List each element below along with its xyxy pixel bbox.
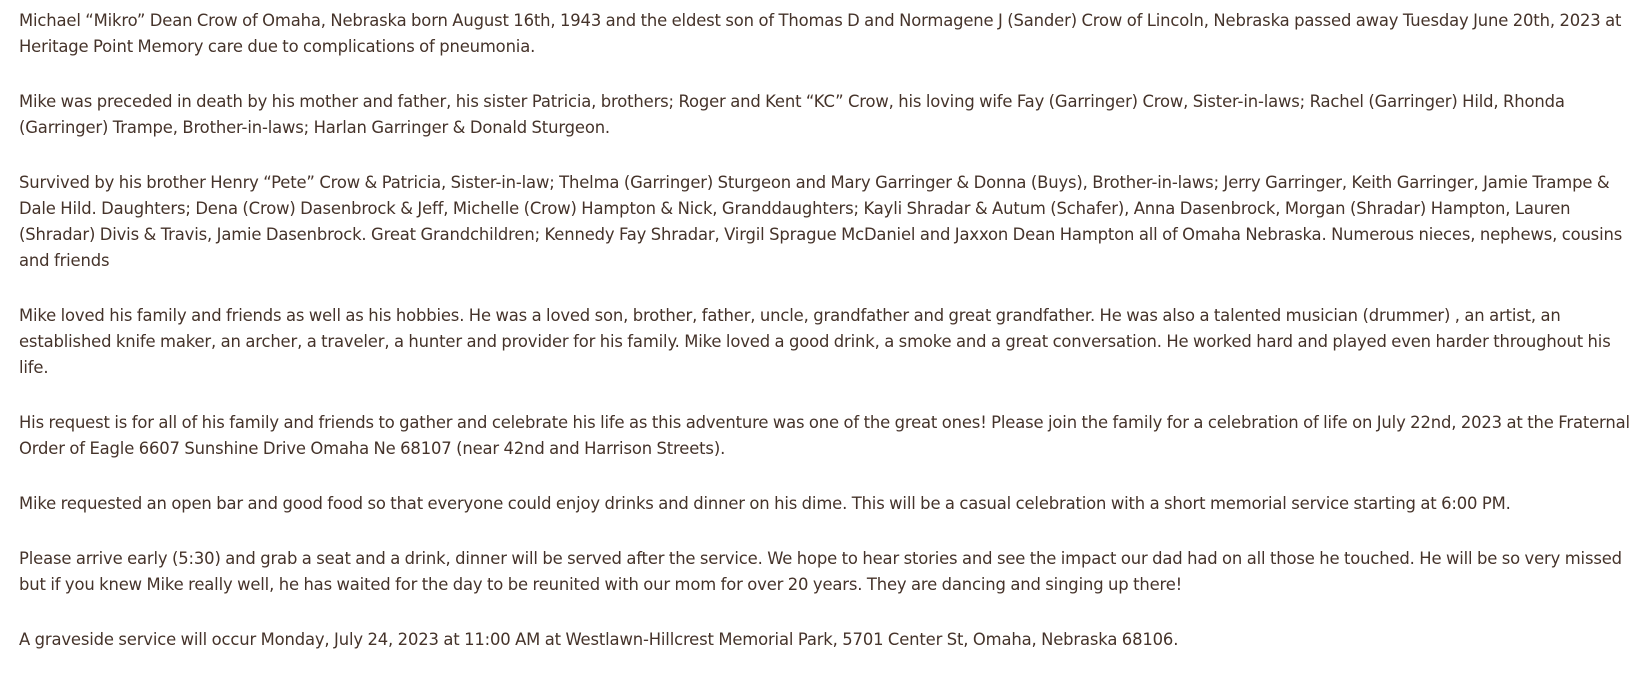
paragraph-arrival-details: Please arrive early (5:30) and grab a seat and a drink, dinner will be served after the service. We hope to hear stories and see the impact our dad had on all those he touched. He will be so very missed but if you knew Mike really well, he has waited for the day to be reunited with our mom for over 20 years. They are dancing and singing up there! <box>19 549 1622 594</box>
paragraph-life-and-hobbies: Mike loved his family and friends as well as his hobbies. He was a loved son, brother, father, uncle, grandfather and great grandfather. He was also a talented musician (drummer) , an artist, an established knife maker, an archer, a traveler, a hunter and provider for his family. Mike loved a good drink, a smoke and a great conversation. He worked hard and played even harder throughout his life. <box>19 306 1611 377</box>
paragraph-birth-and-passing: Michael “Mikro” Dean Crow of Omaha, Nebraska born August 16th, 1943 and the eldest son of Thomas D and Normagene J (Sander) Crow of Lincoln, Nebraska passed away Tuesday June 20th, 2023 at Heritage Point Memory care due to complications of pneumonia. <box>19 11 1622 56</box>
paragraph-open-bar: Mike requested an open bar and good food so that everyone could enjoy drinks and dinner on his dime. This will be a casual celebration with a short memorial service starting at 6:00 PM. <box>19 494 1511 513</box>
paragraph-celebration-of-life: His request is for all of his family and friends to gather and celebrate his life as this adventure was one of the great ones! Please join the family for a celebration of life on July 22nd, 2023 at the Fraternal Order of Eagle 6607 Sunshine Drive Omaha Ne 68107 (near 42nd and Harrison Streets). <box>19 413 1630 458</box>
paragraph-survived-by: Survived by his brother Henry “Pete” Crow & Patricia, Sister-in-law; Thelma (Garringer) Sturgeon and Mary Garringer & Donna (Buys), Brother-in-laws; Jerry Garringer, Keith Garringer, Jamie Trampe & Dale Hild. Daughters; Dena (Crow) Dasenbrock & Jeff, Michelle (Crow) Hampton & Nick, Granddaughters; Kayli Shradar & Autum (Schafer), Anna Dasenbrock, Morgan (Shradar) Hampton, Lauren (Shradar) Divis & Travis, Jamie Dasenbrock. Great Grandchildren; Kennedy Fay Shradar, Virgil Sprague McDaniel and Jaxxon Dean Hampton all of Omaha Nebraska. Numerous nieces, nephews, cousins and friends <box>19 173 1623 270</box>
obituary-text <box>19 8 1637 682</box>
paragraph-graveside-service: A graveside service will occur Monday, July 24, 2023 at 11:00 AM at Westlawn-Hillcrest Memorial Park, 5701 Center St, Omaha, Nebraska 68106. <box>19 630 1179 649</box>
paragraph-preceded-in-death: Mike was preceded in death by his mother and father, his sister Patricia, brothers; Roger and Kent “KC” Crow, his loving wife Fay (Garringer) Crow, Sister-in-laws; Rachel (Garringer) Hild, Rhonda (Garringer) Trampe, Brother-in-laws; Harlan Garringer & Donald Sturgeon. <box>19 92 1565 137</box>
